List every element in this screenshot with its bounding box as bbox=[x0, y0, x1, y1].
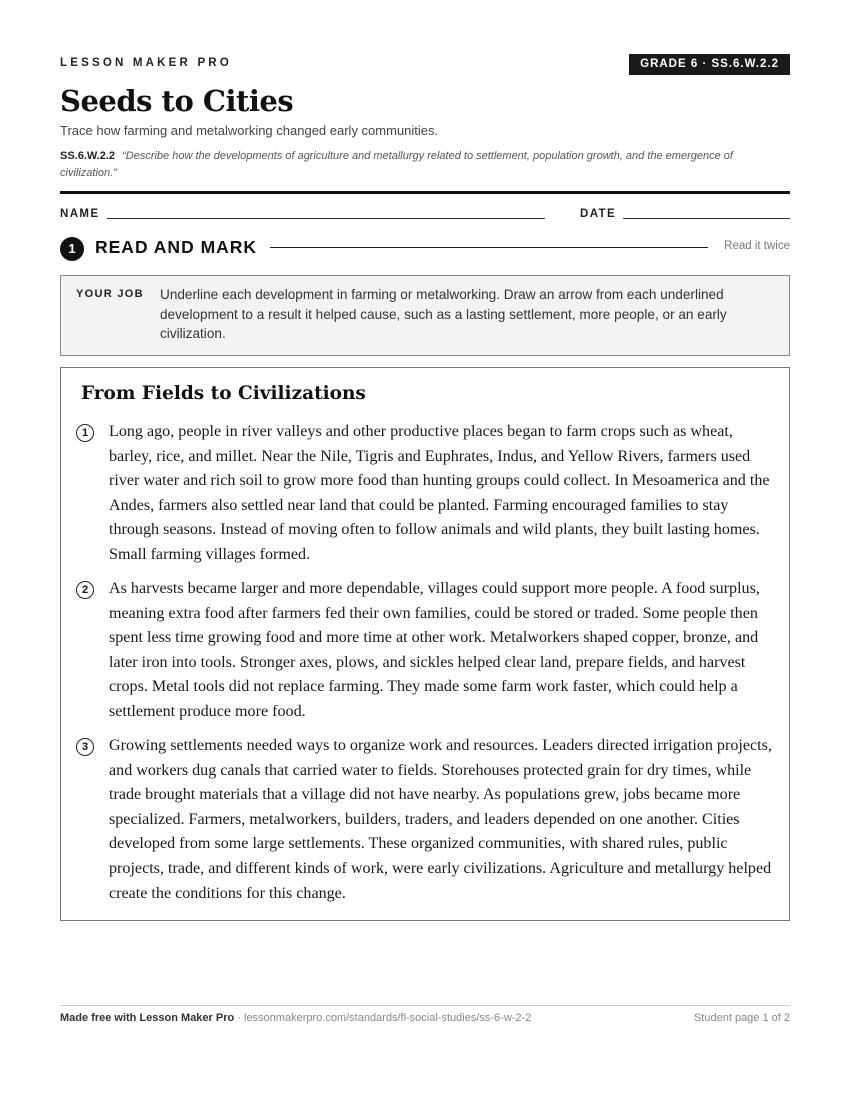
paragraph-number: 3 bbox=[76, 738, 94, 756]
paragraph-text: Long ago, people in river valleys and other productive places began to farm crops such as wheat, barley, rice, and millet. Near the Nile, Tigris and Euphrates, Indus, and Yellow Rivers, farmers used river water and rich soil to grow more food than hunting groups could collect. In Mesoamerica and the Andes, farmers also settled near land that could be planted. Farming encouraged families to stay through seasons. Instead of moving often to follow animals and wild plants, they built lasting homes. Small farming villages formed. bbox=[109, 423, 770, 563]
reading-passage bbox=[60, 367, 790, 921]
footer-page-number: Student page 1 of 2 bbox=[693, 1012, 790, 1024]
section-header bbox=[60, 236, 790, 260]
section-number-badge: 1 bbox=[60, 237, 84, 261]
grade-badge: GRADE 6 · SS.6.W.2.2 bbox=[629, 54, 790, 75]
date-field[interactable] bbox=[623, 218, 790, 219]
date-label: DATE bbox=[580, 208, 617, 220]
page-subtitle: Trace how farming and metalworking changed early communities. bbox=[60, 123, 439, 138]
section-title: READ AND MARK bbox=[95, 237, 258, 257]
footer-url[interactable]: lessonmakerpro.com/standards/fl-social-studies/ss-6-w-2-2 bbox=[244, 1012, 532, 1024]
standard-statement bbox=[60, 148, 790, 182]
name-field[interactable] bbox=[107, 218, 545, 219]
paragraph-text: Growing settlements needed ways to organize work and resources. Leaders directed irrigation projects, and workers dug canals that carried water to fields. Storehouses protected grain for dry times, while trade brought materials that a village did not have nearby. As populations grew, jobs became more specialized. Farmers, metalworkers, builders, traders, and leaders depended on one another. Cities developed from some large settlements. These organized communities, with shared rules, public projects, trade, and different kinds of work, were early civilizations. Agriculture and metallurgy helped create the conditions for this change. bbox=[109, 737, 772, 902]
footer-credit bbox=[60, 1012, 531, 1024]
standard-text: “Describe how the developments of agriculture and metallurgy related to settlement, population growth, and the emergence of civilization.” bbox=[60, 150, 733, 179]
footer-divider bbox=[60, 1005, 790, 1006]
standard-code: SS.6.W.2.2 bbox=[60, 150, 116, 162]
passage-title: From Fields to Civilizations bbox=[81, 383, 366, 404]
page-title: Seeds to Cities bbox=[60, 84, 294, 118]
header-divider bbox=[60, 191, 790, 194]
instructions-box bbox=[60, 275, 790, 356]
instructions-label: YOUR JOB bbox=[76, 288, 144, 300]
footer-separator: · bbox=[234, 1012, 244, 1024]
paragraph-number: 1 bbox=[76, 424, 94, 442]
paragraph-number: 2 bbox=[76, 581, 94, 599]
footer-made-by: Made free with Lesson Maker Pro bbox=[60, 1012, 235, 1024]
section-rule bbox=[270, 247, 708, 248]
paragraph-text: As harvests became larger and more dependable, villages could support more people. A food surplus, meaning extra food after farmers fed their own families, could be stored or traded. Some people then spent less time growing food and more time at other work. Metalworkers shaped copper, bronze, and later iron into tools. Stronger axes, plows, and sickles helped clear land, prepare fields, and harvest crops. Metal tools did not replace farming. They made some farm work faster, which could help a settlement produce more food. bbox=[109, 580, 760, 720]
brand-name: LESSON MAKER PRO bbox=[60, 57, 232, 69]
name-label: NAME bbox=[60, 208, 100, 220]
section-note: Read it twice bbox=[724, 240, 790, 252]
instructions-text: Underline each development in farming or metalworking. Draw an arrow from each underlined development to a result it helped cause, such as a lasting settlement, more people, or an early civilization. bbox=[160, 287, 727, 341]
